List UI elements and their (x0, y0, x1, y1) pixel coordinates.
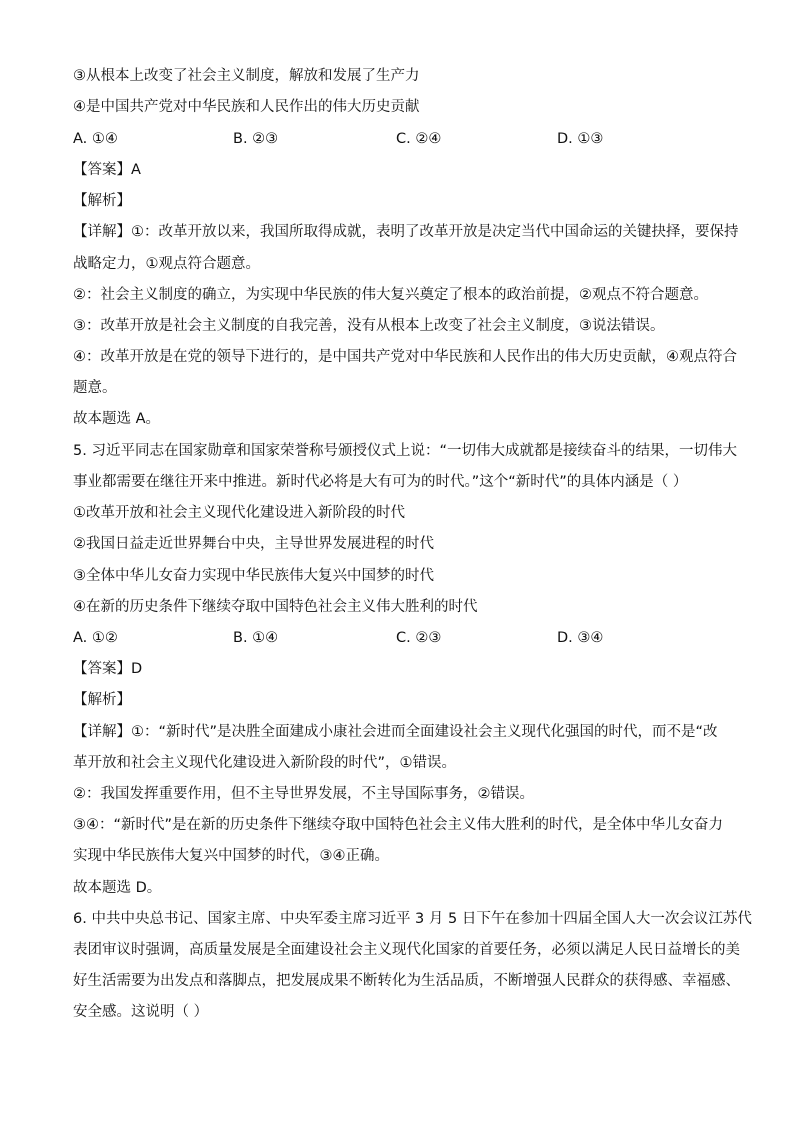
q5-option-d: D. ③④ (557, 630, 604, 646)
q5-statement-3: ③全体中华儿女奋力实现中华民族伟大复兴中国梦的时代 (73, 568, 434, 584)
q4-statement-3: ③从根本上改变了社会主义制度，解放和发展了生产力 (73, 68, 420, 84)
q4-detail-line: 题意。 (73, 380, 117, 396)
q5-option-c: C. ②③ (396, 630, 442, 646)
q4-conclusion: 故本题选 A。 (73, 411, 161, 427)
q4-detail-line: ④：改革开放是在党的领导下进行的，是中国共产党对中华民族和人民作出的伟大历史贡献，④观点符合 (73, 349, 737, 365)
q5-answer: 【答案】D (73, 661, 143, 677)
q5-detail-line: ②：我国发挥重要作用，但不主导世界发展，不主导国际事务，②错误。 (73, 786, 534, 802)
q5-stem-line: 5. 习近平同志在国家勋章和国家荣誉称号颁授仪式上说：“一切伟大成就都是接续奋斗的结果，一切伟大 (73, 443, 737, 459)
q5-stem-line: 事业都需要在继往开来中推进。新时代必将是大有可为的时代。”这个“新时代”的具体内涵是（ ） (73, 474, 688, 490)
q5-conclusion: 故本题选 D。 (73, 880, 162, 896)
q4-detail-line: ②：社会主义制度的确立，为实现中华民族的伟大复兴奠定了根本的政治前提，②观点不符合题意。 (73, 287, 708, 303)
q5-detail-line: 实现中华民族伟大复兴中国梦的时代，③④正确。 (73, 848, 389, 864)
q5-statement-4: ④在新的历史条件下继续夺取中国特色社会主义伟大胜利的时代 (73, 599, 478, 615)
q4-answer: 【答案】A (73, 162, 141, 178)
q6-stem-line: 6. 中共中央总书记、国家主席、中央军委主席习近平 3 月 5 日下午在参加十四届全国人大一次会议江苏代 (73, 911, 752, 927)
q5-analysis-label: 【解析】 (73, 692, 131, 708)
q5-detail-line: ③④：“新时代”是在新的历史条件下继续夺取中国特色社会主义伟大胜利的时代，是全体中华儿女奋力 (73, 817, 724, 833)
q4-analysis-label: 【解析】 (73, 193, 131, 209)
q6-stem-line: 表团审议时强调，高质量发展是全面建设社会主义现代化国家的首要任务，必须以满足人民日益增长的美 (73, 942, 740, 958)
q4-option-c: C. ②④ (396, 131, 442, 147)
q5-detail-line: 【详解】①：“新时代”是决胜全面建成小康社会进而全面建设社会主义现代化强国的时代，而不是“改 (73, 724, 718, 740)
q4-statement-4: ④是中国共产党对中华民族和人民作出的伟大历史贡献 (73, 99, 420, 115)
q5-statement-2: ②我国日益走近世界舞台中央，主导世界发展进程的时代 (73, 536, 434, 552)
q4-option-a: A. ①④ (73, 131, 118, 147)
q4-detail-line: 战略定力，①观点符合题意。 (73, 256, 260, 272)
q4-detail-line: ③：改革开放是社会主义制度的自我完善，没有从根本上改变了社会主义制度，③说法错误。 (73, 318, 665, 334)
q4-option-d: D. ①③ (557, 131, 604, 147)
q4-detail-line: 【详解】①：改革开放以来，我国所取得成就，表明了改革开放是决定当代中国命运的关键抉择，要保持 (73, 224, 739, 240)
q5-detail-line: 革开放和社会主义现代化建设进入新阶段的时代”，①错误。 (73, 755, 457, 771)
q5-option-b: B. ①④ (233, 630, 279, 646)
q5-option-a: A. ①② (73, 630, 118, 646)
q4-option-b: B. ②③ (233, 131, 279, 147)
q6-stem-line: 安全感。这说明（ ） (73, 1004, 209, 1020)
q6-stem-line: 好生活需要为出发点和落脚点，把发展成果不断转化为生活品质，不断增强人民群众的获得感、幸福感、 (73, 973, 740, 989)
q5-statement-1: ①改革开放和社会主义现代化建设进入新阶段的时代 (73, 505, 405, 521)
